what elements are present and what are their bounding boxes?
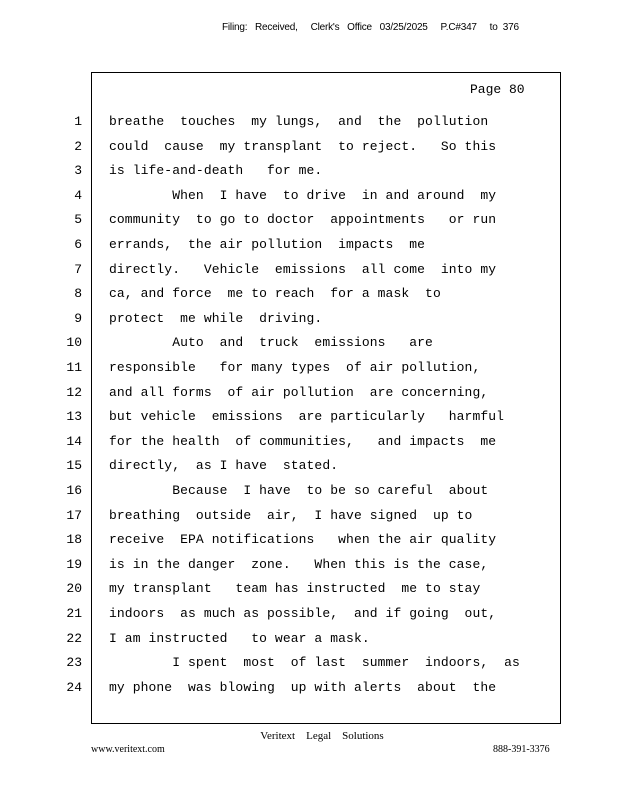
transcript-line-text: breathing outside air, I have signed up to	[109, 507, 473, 523]
transcript-line-text: I spent most of last summer indoors, as	[109, 655, 520, 671]
footer-phone: 888-391-3376	[493, 744, 550, 755]
transcript-line-text: I am instructed to wear a mask.	[109, 630, 370, 646]
transcript-line-text: breathe touches my lungs, and the pollution	[109, 114, 489, 129]
line-number: 8	[74, 286, 82, 302]
filing-stamp: Filing: Received, Clerk's Office 03/25/2025 P.C#347 to 376	[222, 22, 519, 33]
transcript-line-text: for the health of communities, and impacts me	[109, 433, 497, 449]
line-number: 15	[66, 458, 82, 474]
line-number: 13	[66, 409, 82, 425]
transcript-line-text: directly, as I have stated.	[109, 458, 339, 474]
transcript-line-text: responsible for many types of air pollution,	[109, 360, 481, 375]
line-number: 5	[74, 212, 82, 228]
transcript-line-text: and all forms of air pollution are concerning,	[109, 384, 489, 400]
line-number: 7	[74, 261, 82, 277]
line-number: 21	[66, 606, 82, 621]
transcript-line-text: receive EPA notifications when the air quality	[109, 532, 497, 548]
transcript-line-text: When I have to drive in and around my	[109, 187, 497, 203]
transcript-line-text: my transplant team has instructed me to stay	[109, 581, 481, 597]
transcript-line-text: community to go to doctor appointments or run	[109, 212, 497, 228]
line-number: 12	[66, 384, 82, 400]
line-number: 16	[66, 483, 82, 498]
line-number: 2	[74, 138, 82, 154]
line-number: 22	[66, 630, 82, 646]
transcript-line-text: directly. Vehicle emissions all come into my	[109, 261, 497, 277]
transcript-line-text: is in the danger zone. When this is the case,	[109, 556, 489, 572]
line-number: 14	[66, 433, 82, 449]
transcript-line-text: errands, the air pollution impacts me	[109, 237, 426, 252]
line-number: 3	[74, 163, 82, 179]
line-number: 10	[66, 335, 82, 351]
line-number: 1	[74, 114, 82, 129]
transcript-line-text: ca, and force me to reach for a mask to	[109, 286, 441, 302]
line-number: 4	[74, 187, 82, 203]
line-number: 17	[66, 507, 82, 523]
line-number: 18	[66, 532, 82, 548]
footer-website: www.veritext.com	[91, 744, 165, 755]
transcript-line-text: my phone was blowing up with alerts about the	[109, 679, 497, 695]
transcript-line-text: but vehicle emissions are particularly harmful	[109, 409, 505, 425]
line-number: 20	[66, 581, 82, 597]
footer-company: Veritext Legal Solutions	[260, 730, 384, 742]
transcript-line-text: Auto and truck emissions are	[109, 335, 433, 351]
line-number: 6	[74, 237, 82, 252]
transcript-line-text: is life-and-death for me.	[109, 163, 323, 179]
line-number: 23	[66, 655, 82, 671]
transcript-line-text: Because I have to be so careful about	[109, 483, 489, 498]
transcript-line-text: protect me while driving.	[109, 310, 323, 326]
page-number: Page 80	[470, 82, 525, 97]
line-number: 11	[66, 360, 82, 375]
line-number: 19	[66, 556, 82, 572]
transcript-line-text: indoors as much as possible, and if going out,	[109, 606, 497, 621]
line-number: 24	[66, 679, 82, 695]
transcript-line-text: could cause my transplant to reject. So this	[109, 138, 497, 154]
line-number: 9	[74, 310, 82, 326]
